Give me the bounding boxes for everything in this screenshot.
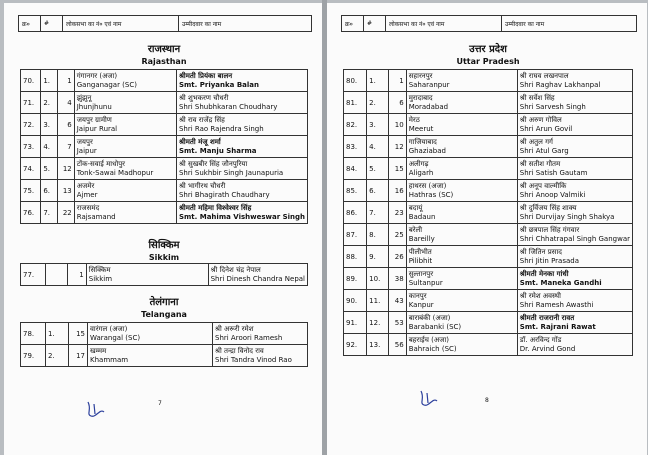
- constituency-number: 22: [58, 202, 74, 224]
- candidate-cell: [517, 224, 632, 246]
- candidate-cell: [517, 202, 632, 224]
- section-title-english: Telangana: [141, 310, 187, 319]
- constituency-hindi: कानपुर: [408, 291, 427, 300]
- serial-number: 87.: [344, 224, 367, 246]
- candidate-english: Shri Satish Gautam: [519, 168, 588, 177]
- candidate-cell: [176, 70, 307, 92]
- constituency-english: Barabanki (SC): [408, 322, 462, 331]
- candidate-hindi: श्रीमती प्रियंका बालन: [178, 71, 233, 80]
- state-index: 3.: [367, 114, 389, 136]
- state-index: 11.: [367, 290, 389, 312]
- candidate-hindi: श्री सर्वेश सिंह: [519, 93, 555, 102]
- constituency-english: Kanpur: [408, 300, 434, 309]
- table-row: [344, 268, 633, 290]
- constituency-cell: [406, 180, 517, 202]
- candidate-english: Shri Shubhkaran Choudhary: [178, 102, 278, 111]
- table-row: [21, 264, 308, 286]
- serial-number: 77.: [21, 264, 46, 286]
- constituency-hindi: बहराईच (अजा): [408, 335, 450, 344]
- constituency-number: 12: [388, 136, 406, 158]
- constituency-english: Moradabad: [408, 102, 449, 111]
- constituency-english: Hathras (SC): [408, 190, 454, 199]
- state-index: 6.: [41, 180, 58, 202]
- serial-number: 85.: [344, 180, 367, 202]
- serial-number: 78.: [21, 323, 46, 345]
- table-row: [344, 202, 633, 224]
- candidate-cell: [517, 136, 632, 158]
- constituency-english: Aligarh: [408, 168, 434, 177]
- header-sr: क्र०: [19, 16, 41, 31]
- table-row: [21, 136, 308, 158]
- constituency-english: Jaipur Rural: [76, 124, 118, 133]
- state-index: 4.: [41, 136, 58, 158]
- candidate-cell: [517, 70, 632, 92]
- constituency-hindi: जयपुर: [76, 137, 93, 146]
- table-row: [344, 334, 633, 356]
- header-candidate: उम्मीदवार का नाम: [505, 20, 545, 28]
- constituency-hindi: हाथरस (अजा): [408, 181, 447, 190]
- candidate-hindi: श्री अरुण गोविल: [519, 115, 562, 124]
- table-row: [344, 246, 633, 268]
- constituency-number: 43: [388, 290, 406, 312]
- candidate-hindi: श्री तन्द्रा विनोद राव: [215, 346, 264, 355]
- candidate-hindi: श्री राव राजेंद्र सिंह: [178, 115, 225, 124]
- column-header: [341, 15, 637, 32]
- candidate-table-uttar-pradesh: [343, 69, 633, 356]
- table-row: [21, 70, 308, 92]
- constituency-hindi: बदायूं: [408, 203, 423, 212]
- candidate-cell: [517, 180, 632, 202]
- candidate-english: Shri Atul Garg: [519, 146, 569, 155]
- candidate-english: Shri Anoop Valmiki: [519, 190, 586, 199]
- table-row: [344, 92, 633, 114]
- candidate-hindi: श्री अरूरी रमेश: [215, 324, 254, 333]
- serial-number: 86.: [344, 202, 367, 224]
- constituency-number: 6: [388, 92, 406, 114]
- constituency-cell: [86, 264, 208, 286]
- table-row: [344, 224, 633, 246]
- constituency-cell: [74, 92, 176, 114]
- candidate-hindi: श्री अनूप वाल्मीकि: [519, 181, 567, 190]
- constituency-hindi: मुरादाबाद: [408, 93, 433, 102]
- constituency-number: 10: [388, 114, 406, 136]
- serial-number: 76.: [21, 202, 41, 224]
- table-row: [344, 290, 633, 312]
- constituency-cell: [406, 158, 517, 180]
- candidate-hindi: श्री छत्रपाल सिंह गंगवार: [519, 225, 580, 234]
- candidate-cell: [517, 92, 632, 114]
- serial-number: 90.: [344, 290, 367, 312]
- serial-number: 81.: [344, 92, 367, 114]
- candidate-cell: [517, 268, 632, 290]
- constituency-cell: [74, 202, 176, 224]
- candidate-hindi: श्रीमती मंजू शर्मा: [178, 137, 221, 146]
- candidate-english: Shri Aroori Ramesh: [215, 333, 283, 342]
- constituency-english: Pilibhit: [408, 256, 433, 265]
- candidate-english: Shri Tandra Vinod Rao: [215, 355, 292, 364]
- candidate-table-telangana: [20, 322, 308, 367]
- table-row: [344, 70, 633, 92]
- state-index: 9.: [367, 246, 389, 268]
- candidate-english: Shri Arun Govil: [519, 124, 573, 133]
- constituency-cell: [406, 334, 517, 356]
- candidate-cell: [517, 334, 632, 356]
- candidate-hindi: श्री दुर्विजय सिंह शाक्य: [519, 203, 577, 212]
- constituency-cell: [406, 290, 517, 312]
- state-index: 5.: [367, 158, 389, 180]
- candidate-english: Shri Durvijay Singh Shakya: [519, 212, 615, 221]
- candidate-hindi: श्री जितिन प्रसाद: [519, 247, 562, 256]
- candidate-hindi: श्री भागीरथ चौधरी: [178, 181, 226, 190]
- serial-number: 74.: [21, 158, 41, 180]
- candidate-cell: [176, 158, 307, 180]
- serial-number: 71.: [21, 92, 41, 114]
- table-row: [21, 158, 308, 180]
- candidate-english: Shri Chhatrapal Singh Gangwar: [519, 234, 630, 243]
- constituency-hindi: राजसमंद: [76, 203, 100, 212]
- candidate-hindi: श्री सतीश गौतम: [519, 159, 561, 168]
- candidate-cell: [208, 264, 307, 286]
- candidate-hindi: श्री अतुल गर्ग: [519, 137, 553, 146]
- constituency-number: 15: [388, 158, 406, 180]
- candidate-english: Shri Raghav Lakhanpal: [519, 80, 601, 89]
- constituency-english: Khammam: [90, 355, 129, 364]
- candidate-cell: [517, 290, 632, 312]
- candidate-cell: [517, 114, 632, 136]
- constituency-cell: [74, 180, 176, 202]
- constituency-hindi: अजमेर: [76, 181, 95, 190]
- constituency-hindi: सहारनपुर: [408, 71, 433, 80]
- constituency-english: Ghaziabad: [408, 146, 446, 155]
- constituency-cell: [74, 136, 176, 158]
- state-index: 8.: [367, 224, 389, 246]
- candidate-hindi: श्री सुखबीर सिंह जौनपुरिया: [178, 159, 248, 168]
- candidate-table-rajasthan: [20, 69, 308, 224]
- constituency-number: 12: [58, 158, 74, 180]
- constituency-number: 15: [69, 323, 88, 345]
- constituency-number: 13: [58, 180, 74, 202]
- header-hash: #: [364, 16, 386, 31]
- state-index: 4.: [367, 136, 389, 158]
- section-title-english: Rajasthan: [141, 57, 187, 66]
- candidate-english: Smt. Priyanka Balan: [178, 80, 259, 89]
- table-row: [21, 202, 308, 224]
- column-header: [18, 15, 312, 32]
- candidate-english: Smt. Maneka Gandhi: [519, 278, 602, 287]
- header-sr: क्र०: [342, 16, 364, 31]
- serial-number: 88.: [344, 246, 367, 268]
- candidate-english: Shri Dinesh Chandra Nepal: [210, 274, 305, 283]
- state-index: 5.: [41, 158, 58, 180]
- candidate-cell: [176, 136, 307, 158]
- constituency-english: Sultanpur: [408, 278, 443, 287]
- header-hash: #: [41, 16, 63, 31]
- serial-number: 70.: [21, 70, 41, 92]
- candidate-cell: [176, 202, 307, 224]
- candidate-hindi: डॉ. अरविन्द गोंड: [519, 335, 562, 344]
- serial-number: 84.: [344, 158, 367, 180]
- state-index: [45, 264, 67, 286]
- table-row: [21, 92, 308, 114]
- constituency-cell: [74, 114, 176, 136]
- constituency-cell: [406, 202, 517, 224]
- constituency-english: Bareilly: [408, 234, 435, 243]
- page-number: 8: [485, 397, 489, 404]
- constituency-cell: [406, 312, 517, 334]
- constituency-hindi: गंगानगर (अजा): [76, 71, 118, 80]
- candidate-english: Shri Rao Rajendra Singh: [178, 124, 264, 133]
- candidate-hindi: श्रीमती राजरानी रावत: [519, 313, 575, 322]
- constituency-number: 17: [69, 345, 88, 367]
- table-row: [21, 323, 308, 345]
- constituency-cell: [406, 114, 517, 136]
- candidate-cell: [176, 114, 307, 136]
- constituency-cell: [74, 70, 176, 92]
- state-index: 1.: [367, 70, 389, 92]
- constituency-hindi: सुल्तानपुर: [408, 269, 434, 278]
- table-row: [21, 345, 308, 367]
- constituency-number: 7: [58, 136, 74, 158]
- constituency-cell: [74, 158, 176, 180]
- table-row: [344, 180, 633, 202]
- candidate-english: Smt. Manju Sharma: [178, 146, 257, 155]
- serial-number: 73.: [21, 136, 41, 158]
- section-title-hindi: उत्तर प्रदेश: [469, 44, 507, 55]
- candidate-english: Smt. Mahima Vishweswar Singh: [178, 212, 305, 221]
- candidate-english: Shri Sukhbir Singh Jaunapuria: [178, 168, 284, 177]
- constituency-number: 38: [388, 268, 406, 290]
- state-index: 7.: [367, 202, 389, 224]
- constituency-cell: [406, 224, 517, 246]
- constituency-english: Meerut: [408, 124, 434, 133]
- constituency-hindi: मेरठ: [408, 115, 420, 124]
- table-row: [21, 114, 308, 136]
- constituency-cell: [88, 345, 213, 367]
- constituency-number: 26: [388, 246, 406, 268]
- constituency-number: 16: [388, 180, 406, 202]
- candidate-english: Shri Jitin Prasada: [519, 256, 580, 265]
- constituency-english: Ajmer: [76, 190, 98, 199]
- constituency-number: 1: [68, 264, 87, 286]
- section-title-hindi: सिक्किम: [148, 240, 180, 251]
- candidate-cell: [213, 323, 308, 345]
- constituency-hindi: अलीगढ़: [408, 159, 429, 168]
- constituency-english: Saharanpur: [408, 80, 450, 89]
- candidate-hindi: श्री शुभकरण चौधरी: [178, 93, 229, 102]
- constituency-hindi: झुंझुनू: [76, 93, 92, 102]
- constituency-cell: [406, 246, 517, 268]
- section-title-hindi: राजस्थान: [147, 44, 181, 55]
- state-index: 3.: [41, 114, 58, 136]
- candidate-english: Dr. Arvind Gond: [519, 344, 576, 353]
- serial-number: 82.: [344, 114, 367, 136]
- candidate-english: Shri Ramesh Awasthi: [519, 300, 594, 309]
- serial-number: 72.: [21, 114, 41, 136]
- constituency-hindi: वारंगल (अजा): [90, 324, 128, 333]
- right-page: [327, 3, 647, 455]
- candidate-cell: [517, 246, 632, 268]
- constituency-hindi: बरेली: [408, 225, 423, 234]
- candidate-hindi: श्रीमती मेनका गांधी: [519, 269, 569, 278]
- candidate-hindi: श्री राघव लखनपाल: [519, 71, 569, 80]
- candidate-english: Shri Bhagirath Chaudhary: [178, 190, 270, 199]
- left-page: [4, 3, 322, 455]
- state-index: 2.: [46, 345, 69, 367]
- candidate-hindi: श्री दिनेश चंद्र नेपाल: [210, 265, 261, 274]
- state-index: 1.: [41, 70, 58, 92]
- serial-number: 83.: [344, 136, 367, 158]
- constituency-hindi: जयपुर ग्रामीण: [76, 115, 112, 124]
- serial-number: 89.: [344, 268, 367, 290]
- candidate-hindi: श्री रमेश अवस्थी: [519, 291, 561, 300]
- constituency-english: Warangal (SC): [90, 333, 141, 342]
- constituency-english: Ganganagar (SC): [76, 80, 137, 89]
- state-index: 10.: [367, 268, 389, 290]
- state-index: 13.: [367, 334, 389, 356]
- candidate-english: Smt. Rajrani Rawat: [519, 322, 596, 331]
- serial-number: 79.: [21, 345, 46, 367]
- constituency-number: 25: [388, 224, 406, 246]
- candidate-english: Shri Sarvesh Singh: [519, 102, 586, 111]
- candidate-cell: [517, 312, 632, 334]
- serial-number: 80.: [344, 70, 367, 92]
- state-index: 1.: [46, 323, 69, 345]
- serial-number: 75.: [21, 180, 41, 202]
- table-row: [344, 114, 633, 136]
- constituency-english: Tonk-Sawai Madhopur: [76, 168, 154, 177]
- page-number: 7: [158, 400, 162, 407]
- constituency-english: Bahraich (SC): [408, 344, 457, 353]
- constituency-cell: [406, 92, 517, 114]
- constituency-hindi: टोंक-सवाई माधोपुर: [76, 159, 126, 168]
- table-row: [344, 136, 633, 158]
- candidate-cell: [213, 345, 308, 367]
- header-candidate: उम्मीदवार का नाम: [182, 20, 222, 28]
- candidate-cell: [517, 158, 632, 180]
- constituency-number: 53: [388, 312, 406, 334]
- state-index: 6.: [367, 180, 389, 202]
- state-index: 7.: [41, 202, 58, 224]
- constituency-number: 6: [58, 114, 74, 136]
- constituency-hindi: गाजियाबाद: [408, 137, 437, 146]
- state-index: 2.: [41, 92, 58, 114]
- constituency-hindi: बाराबंकी (अजा): [408, 313, 451, 322]
- constituency-english: Jaipur: [76, 146, 97, 155]
- candidate-hindi: श्रीमती महिमा विश्वेश्वर सिंह: [178, 203, 252, 212]
- candidate-table-sikkim: [20, 263, 308, 286]
- serial-number: 92.: [344, 334, 367, 356]
- table-row: [344, 158, 633, 180]
- constituency-number: 1: [388, 70, 406, 92]
- constituency-number: 1: [58, 70, 74, 92]
- constituency-hindi: खम्मम: [90, 346, 107, 355]
- constituency-hindi: पीलीभीत: [408, 247, 432, 256]
- constituency-cell: [406, 70, 517, 92]
- section-title-english: Sikkim: [148, 253, 180, 262]
- section-title-hindi: तेलंगाना: [149, 297, 179, 308]
- constituency-hindi: सिक्किम: [88, 265, 111, 274]
- candidate-cell: [176, 180, 307, 202]
- constituency-cell: [88, 323, 213, 345]
- header-constituency: लोकसभा का नं० एवं नाम: [63, 16, 179, 31]
- serial-number: 91.: [344, 312, 367, 334]
- table-row: [21, 180, 308, 202]
- constituency-number: 23: [388, 202, 406, 224]
- candidate-cell: [176, 92, 307, 114]
- state-index: 2.: [367, 92, 389, 114]
- header-constituency: लोकसभा का नं० एवं नाम: [386, 16, 502, 31]
- constituency-number: 56: [388, 334, 406, 356]
- signature-mark: [82, 398, 110, 420]
- constituency-cell: [406, 136, 517, 158]
- state-index: 12.: [367, 312, 389, 334]
- section-title-english: Uttar Pradesh: [456, 57, 520, 66]
- signature-mark: [415, 387, 443, 409]
- table-row: [344, 312, 633, 334]
- constituency-english: Badaun: [408, 212, 436, 221]
- constituency-english: Sikkim: [88, 274, 113, 283]
- constituency-english: Rajsamand: [76, 212, 116, 221]
- constituency-number: 4: [58, 92, 74, 114]
- constituency-english: Jhunjhunu: [76, 102, 112, 111]
- constituency-cell: [406, 268, 517, 290]
